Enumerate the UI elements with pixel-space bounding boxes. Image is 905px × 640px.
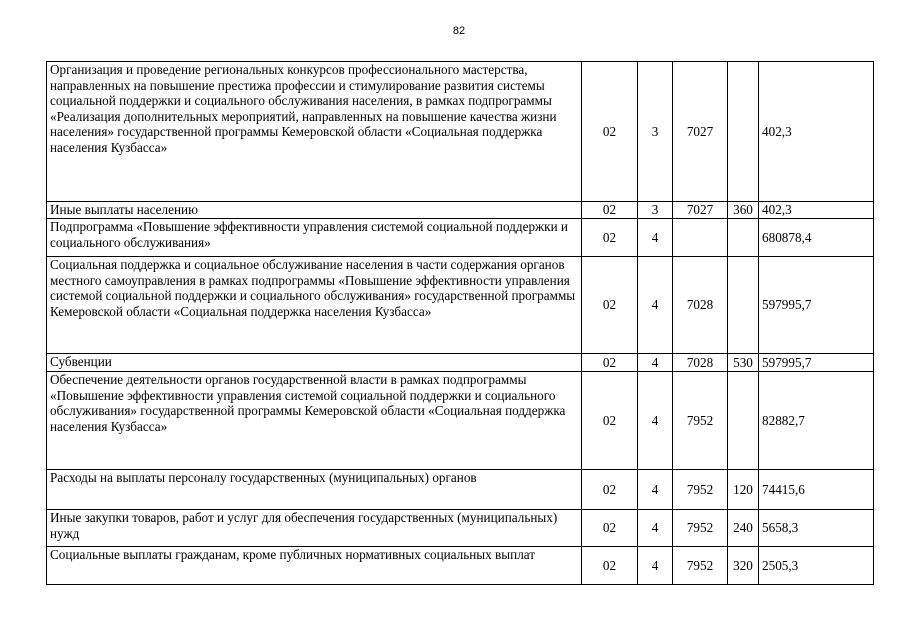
row-description: Иные выплаты населению xyxy=(47,202,582,219)
table-row xyxy=(47,372,874,470)
row-description: Субвенции xyxy=(47,354,582,372)
table-row xyxy=(47,62,874,202)
row-section: 02 xyxy=(582,257,638,354)
row-subsection: 4 xyxy=(638,257,673,354)
row-subsection: 4 xyxy=(638,354,673,372)
row-subsection: 4 xyxy=(638,219,673,257)
row-article: 7027 xyxy=(673,62,728,202)
row-section: 02 xyxy=(582,547,638,585)
row-expense-type xyxy=(728,372,759,470)
row-expense-type: 320 xyxy=(728,547,759,585)
row-amount: 402,3 xyxy=(759,62,874,202)
table-row xyxy=(47,470,874,510)
table-row xyxy=(47,547,874,585)
row-amount: 597995,7 xyxy=(759,257,874,354)
table-row xyxy=(47,202,874,219)
table-row xyxy=(47,354,874,372)
budget-table xyxy=(46,61,874,585)
row-section: 02 xyxy=(582,219,638,257)
row-amount: 597995,7 xyxy=(759,354,874,372)
row-expense-type: 530 xyxy=(728,354,759,372)
row-section: 02 xyxy=(582,470,638,510)
row-amount: 5658,3 xyxy=(759,510,874,547)
row-subsection: 3 xyxy=(638,62,673,202)
row-article: 7952 xyxy=(673,547,728,585)
row-section: 02 xyxy=(582,372,638,470)
row-article: 7952 xyxy=(673,470,728,510)
row-article: 7952 xyxy=(673,510,728,547)
row-amount: 2505,3 xyxy=(759,547,874,585)
row-section: 02 xyxy=(582,354,638,372)
table-row xyxy=(47,510,874,547)
row-article: 7028 xyxy=(673,257,728,354)
row-expense-type xyxy=(728,62,759,202)
table-row xyxy=(47,257,874,354)
row-article: 7028 xyxy=(673,354,728,372)
row-description: Социальная поддержка и социальное обслуживание населения в части содержания органов местного самоуправления в рамках подпрограммы «Повышение эффективности управления системой социальной поддержки и социального обслуживания» государственной программы Кемеровской области «Социальная поддержка населения Кузбасса» xyxy=(47,257,582,354)
table-row xyxy=(47,219,874,257)
row-subsection: 4 xyxy=(638,547,673,585)
row-article xyxy=(673,219,728,257)
row-section: 02 xyxy=(582,202,638,219)
row-amount: 680878,4 xyxy=(759,219,874,257)
row-expense-type: 360 xyxy=(728,202,759,219)
row-description: Организация и проведение региональных конкурсов профессионального мастерства, направленных на повышение престижа профессии и стимулирование развития системы социальной поддержки и социального обслуживания населения, в рамках подпрограммы «Реализация дополнительных мероприятий, направленных на повышение качества жизни населения» государственной программы Кемеровской области «Социальная поддержка населения Кузбасса» xyxy=(47,62,582,202)
row-amount: 74415,6 xyxy=(759,470,874,510)
row-section: 02 xyxy=(582,510,638,547)
row-subsection: 4 xyxy=(638,510,673,547)
row-subsection: 4 xyxy=(638,372,673,470)
row-expense-type: 240 xyxy=(728,510,759,547)
row-subsection: 3 xyxy=(638,202,673,219)
row-expense-type xyxy=(728,257,759,354)
row-amount: 402,3 xyxy=(759,202,874,219)
row-expense-type xyxy=(728,219,759,257)
row-description: Расходы на выплаты персоналу государственных (муниципальных) органов xyxy=(47,470,582,510)
page-number: 82 xyxy=(452,25,466,37)
row-amount: 82882,7 xyxy=(759,372,874,470)
row-subsection: 4 xyxy=(638,470,673,510)
row-description: Обеспечение деятельности органов государственной власти в рамках подпрограммы «Повышение эффективности управления системой социальной поддержки и социального обслуживания» государственной программы Кемеровской области «Социальная поддержка населения Кузбасса» xyxy=(47,372,582,470)
row-expense-type: 120 xyxy=(728,470,759,510)
row-article: 7952 xyxy=(673,372,728,470)
row-section: 02 xyxy=(582,62,638,202)
row-description: Иные закупки товаров, работ и услуг для обеспечения государственных (муниципальных) нужд xyxy=(47,510,582,547)
row-article: 7027 xyxy=(673,202,728,219)
row-description: Социальные выплаты гражданам, кроме публичных нормативных социальных выплат xyxy=(47,547,582,585)
row-description: Подпрограмма «Повышение эффективности управления системой социальной поддержки и социального обслуживания» xyxy=(47,219,582,257)
